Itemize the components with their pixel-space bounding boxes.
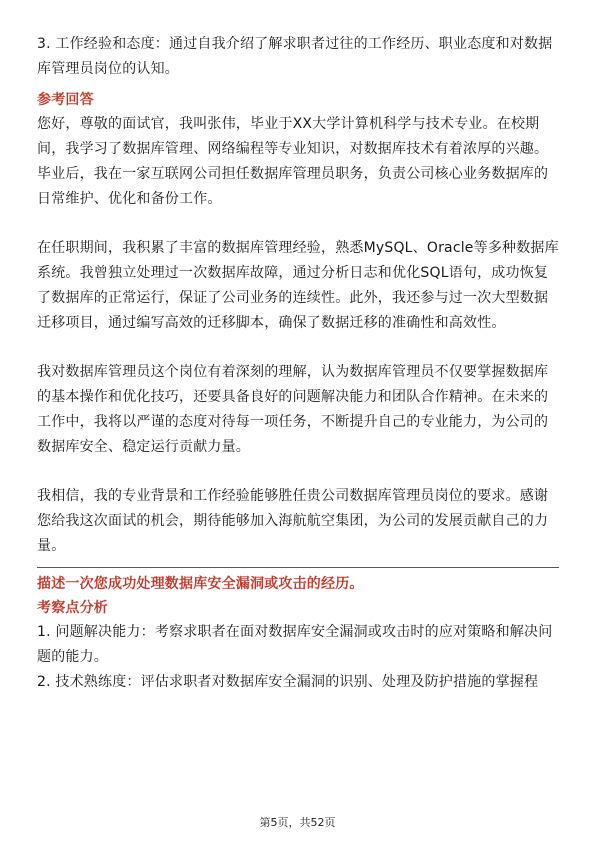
question-heading: 描述一次您成功处理数据库安全漏洞或攻击的经历。 [37,576,364,592]
answer-paragraph-1: 您好，尊敬的面试官，我叫张伟，毕业于XX大学计算机科学与技术专业。在校期间，我学习了数据库管理、网络编程等专业知识，对数据库技术有着浓厚的兴趣。毕业后，我在一家互联网公司担任数据库管理员职务，负责公司核心业务数据库的日常维护、优化和备份工作。 [37,116,549,207]
analysis-heading: 考察点分析 [37,600,108,616]
document-page [37,32,559,695]
section-divider [37,567,559,568]
page-number: 第5页，共52页 [259,816,336,829]
analysis-item-1: 1. 问题解决能力：考察求职者在面对数据库安全漏洞或攻击时的应对策略和解决问题的能力。 [37,624,553,665]
assessment-item-3: 3. 工作经验和态度：通过自我介绍了解求职者过往的工作经历、职业态度和对数据库管理员岗位的认知。 [37,36,553,77]
answer-paragraph-2: 在任职期间，我积累了丰富的数据库管理经验，熟悉MySQL、Oracle等多种数据库系统。我曾独立处理过一次数据库故障，通过分析日志和优化SQL语句，成功恢复了数据库的正常运行，保证了公司业务的连续性。此外，我还参与过一次大型数据迁移项目，通过编写高效的迁移脚本，确保了数据迁移的准确性和高效性。 [37,240,559,331]
analysis-item-2: 2. 技术熟练度：评估求职者对数据库安全漏洞的识别、处理及防护措施的掌握程 [37,674,539,690]
answer-paragraph-3: 我对数据库管理员这个岗位有着深刻的理解，认为数据库管理员不仅要掌握数据库的基本操作和优化技巧，还要具备良好的问题解决能力和团队合作精神。在未来的工作中，我将以严谨的态度对待每一项任务，不断提升自己的专业能力，为公司的数据库安全、稳定运行贡献力量。 [37,364,549,455]
reference-answer-heading: 参考回答 [37,92,94,108]
answer-paragraph-4: 我相信，我的专业背景和工作经验能够胜任贵公司数据库管理员岗位的要求。感谢您给我这次面试的机会，期待能够加入海航航空集团，为公司的发展贡献自己的力量。 [37,488,549,554]
